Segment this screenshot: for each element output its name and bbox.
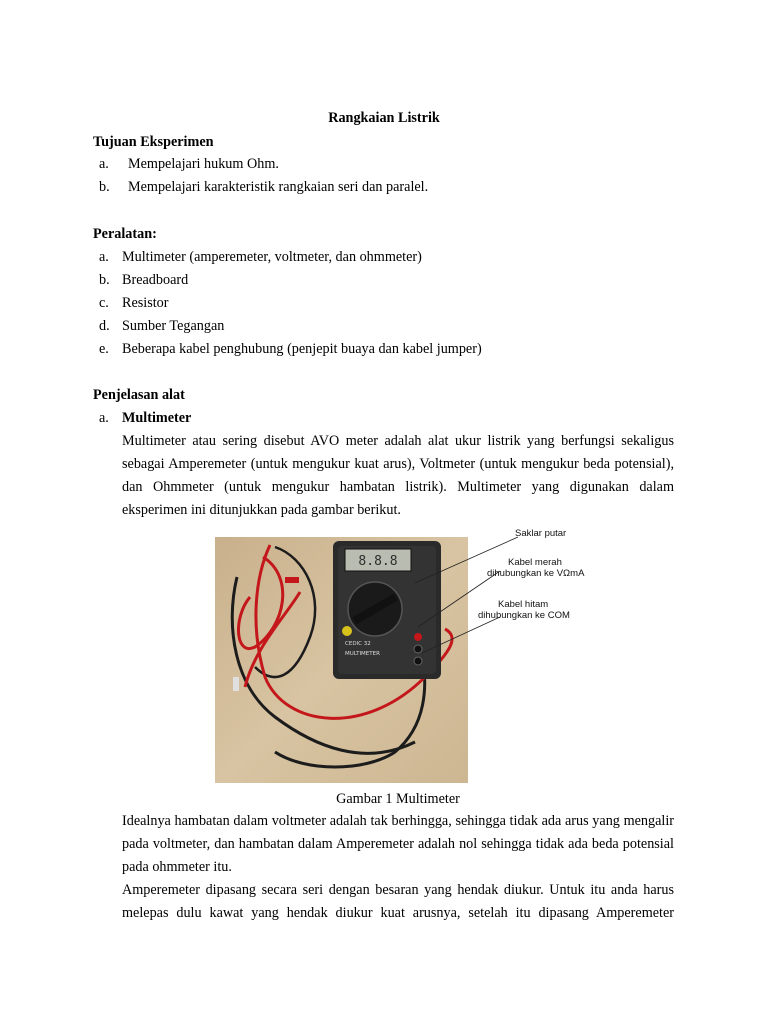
list-marker: b. <box>99 179 110 195</box>
list-marker: a. <box>99 156 109 172</box>
paragraph-line: sebagai Amperemeter (untuk mengukur kuat arus), Voltmeter (untuk mengukur beda potensial), <box>122 456 674 472</box>
list-item: Breadboard <box>122 272 189 288</box>
subheading-multimeter: Multimeter <box>122 410 192 426</box>
list-marker: a. <box>99 410 109 426</box>
paragraph-line: Amperemeter dipasang secara seri dengan besaran yang hendak diukur. Untuk itu anda harus <box>122 882 674 898</box>
document-title: Rangkaian Listrik <box>328 110 440 126</box>
paragraph-line: Multimeter atau sering disebut AVO meter adalah alat ukur listrik yang berfungsi sekaligus <box>122 433 674 449</box>
callout-kabel-hitam: Kabel hitam <box>498 599 549 610</box>
device-brand: CEDIC 32 <box>345 641 371 647</box>
callout-kabel-merah: Kabel merah <box>508 557 562 568</box>
section-heading-peralatan: Peralatan: <box>93 226 157 242</box>
paragraph-line: eksperimen ini ditunjukkan pada gambar berikut. <box>122 502 401 518</box>
list-marker: c. <box>99 295 109 311</box>
list-marker: a. <box>99 249 109 265</box>
list-item: Beberapa kabel penghubung (penjepit buaya dan kabel jumper) <box>122 341 482 357</box>
figure-caption: Gambar 1 Multimeter <box>336 791 460 807</box>
device-label: MULTIMETER <box>345 651 380 657</box>
section-heading-tujuan: Tujuan Eksperimen <box>93 134 214 150</box>
paragraph-line: pada voltmeter, dan hambatan dalam Amperemeter adalah nol sehingga tidak ada beda potensial <box>122 836 674 852</box>
list-item: Multimeter (amperemeter, voltmeter, dan ohmmeter) <box>122 249 422 265</box>
list-item: Mempelajari hukum Ohm. <box>128 156 279 172</box>
callout-lines <box>400 525 600 665</box>
list-marker: e. <box>99 341 109 357</box>
paragraph-line: melepas dulu kawat yang hendak diukur kuat arusnya, setelah itu dipasang Amperemeter <box>122 905 674 921</box>
paragraph-line: dan Ohmmeter (untuk mengukur hambatan listrik). Multimeter yang digunakan dalam <box>122 479 674 495</box>
list-item: Mempelajari karakteristik rangkaian seri dan paralel. <box>128 179 429 195</box>
svg-text:8.8.8: 8.8.8 <box>358 554 398 569</box>
callout-saklar: Saklar putar <box>515 528 567 539</box>
list-marker: d. <box>99 318 110 334</box>
list-item: Sumber Tegangan <box>122 318 225 334</box>
section-heading-penjelasan: Penjelasan alat <box>93 387 185 403</box>
list-item: Resistor <box>122 295 169 311</box>
paragraph-line: Idealnya hambatan dalam voltmeter adalah tak berhingga, sehingga tidak ada arus yang mengalir <box>122 813 674 829</box>
list-marker: b. <box>99 272 110 288</box>
callout-kabel-hitam-detail: dihubungkan ke COM <box>478 610 570 621</box>
paragraph-line: pada ohmmeter itu. <box>122 859 232 875</box>
callout-kabel-merah-detail: dihubungkan ke VΩmA <box>487 568 585 579</box>
